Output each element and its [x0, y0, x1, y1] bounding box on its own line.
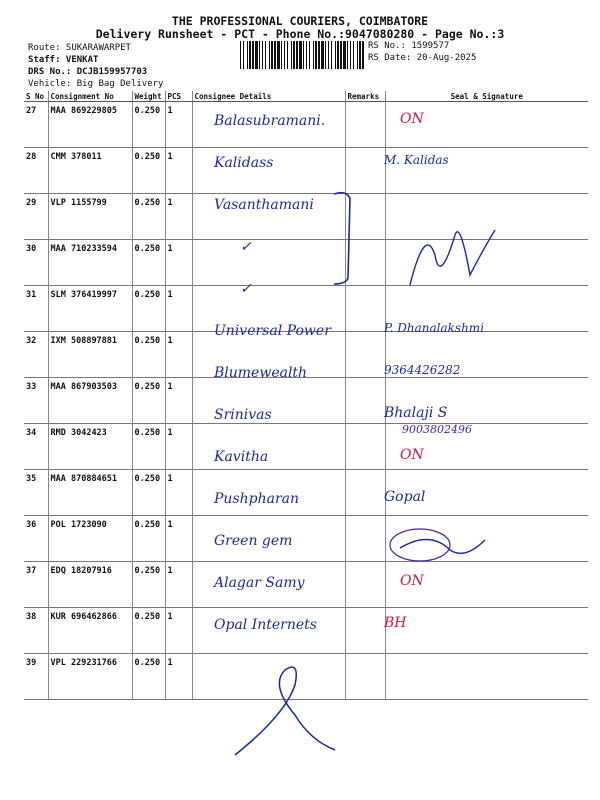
barcode-bar	[262, 41, 263, 69]
handwritten-consignee: Balasubramani.	[214, 113, 326, 129]
barcode-bar	[313, 41, 314, 69]
barcode-bar	[249, 41, 251, 69]
cell-pcs: 1	[165, 332, 192, 378]
table-row	[24, 516, 588, 562]
cell-remarks	[345, 654, 385, 700]
col-weight: Weight	[132, 91, 165, 102]
cell-pcs: 1	[165, 516, 192, 562]
cell-consignee	[192, 240, 345, 286]
cell-sno: 38	[24, 608, 48, 654]
col-remarks: Remarks	[345, 91, 385, 102]
cell-consignment: MAA 710233594	[48, 240, 132, 286]
barcode-bar	[269, 41, 270, 69]
cell-consignment: KUR 696462866	[48, 608, 132, 654]
cell-weight: 0.250	[132, 102, 165, 148]
barcode-bar	[252, 41, 254, 69]
cell-pcs: 1	[165, 102, 192, 148]
cell-weight: 0.250	[132, 654, 165, 700]
barcode-bar	[240, 41, 241, 69]
handwritten-signature: Gopal	[384, 489, 426, 505]
barcode-bar	[271, 41, 273, 69]
cell-signature	[385, 608, 588, 654]
barcode-bar	[315, 41, 317, 69]
barcode-bar	[357, 41, 358, 69]
handwritten-signature: ON	[400, 111, 424, 127]
barcode-bar	[337, 41, 339, 69]
cell-weight: 0.250	[132, 378, 165, 424]
vehicle-label: Vehicle: Big Bag Delivery	[28, 79, 164, 89]
extra-phone-note: 9003802496	[402, 423, 472, 436]
barcode-bar	[362, 41, 364, 69]
cell-remarks	[345, 378, 385, 424]
barcode-bar	[309, 41, 310, 69]
cell-remarks	[345, 516, 385, 562]
cell-consignment: IXM 508897881	[48, 332, 132, 378]
cell-consignment: SLM 376419997	[48, 286, 132, 332]
cell-weight: 0.250	[132, 148, 165, 194]
cell-remarks	[345, 332, 385, 378]
handwritten-consignee: Universal Power	[214, 323, 331, 339]
cell-consignment: MAA 870884651	[48, 470, 132, 516]
cell-sno: 34	[24, 424, 48, 470]
handwritten-consignee: Pushpharan	[214, 491, 300, 507]
barcode-bar	[340, 41, 342, 69]
cell-consignment: RMD 3042423	[48, 424, 132, 470]
barcode-bar	[353, 41, 354, 69]
barcode-bar	[247, 41, 248, 69]
barcode-bar	[259, 41, 260, 69]
runsheet-table	[24, 91, 588, 700]
cell-weight: 0.250	[132, 240, 165, 286]
barcode-bar	[331, 41, 332, 69]
handwritten-signature: 9364426282	[384, 363, 461, 377]
handwritten-consignee: Kalidass	[214, 155, 274, 171]
barcode-bar	[284, 41, 285, 69]
cell-remarks	[345, 470, 385, 516]
staff-label: Staff: VENKAT	[28, 55, 99, 65]
cell-pcs: 1	[165, 654, 192, 700]
handwritten-consignee: ✓	[240, 281, 252, 297]
handwritten-consignee: Alagar Samy	[214, 575, 305, 591]
cell-sno: 39	[24, 654, 48, 700]
barcode-bar	[299, 41, 302, 69]
barcode-bar	[303, 41, 304, 69]
scribble-signature	[400, 215, 510, 295]
table-header-row	[24, 91, 588, 102]
barcode-bar	[350, 41, 351, 69]
table-row	[24, 148, 588, 194]
barcode-bar	[318, 41, 320, 69]
barcode-bar	[274, 41, 276, 69]
col-consignee: Consignee Details	[192, 91, 345, 102]
sheet-subtitle: Delivery Runsheet - PCT - Phone No.:9047080280 - Page No.:3	[95, 27, 505, 41]
barcode-bar	[243, 41, 244, 69]
cell-remarks	[345, 102, 385, 148]
cell-sno: 35	[24, 470, 48, 516]
barcode-bar	[343, 41, 346, 69]
cell-sno: 37	[24, 562, 48, 608]
barcode-bar	[281, 41, 282, 69]
cell-sno: 33	[24, 378, 48, 424]
cell-weight: 0.250	[132, 562, 165, 608]
sheet-title: THE PROFESSIONAL COURIERS, COIMBATORE	[171, 14, 429, 28]
handwritten-consignee: Kavitha	[214, 449, 269, 465]
barcode-bar	[335, 41, 336, 69]
barcode-bar	[321, 41, 324, 69]
cell-consignment: VPL 229231766	[48, 654, 132, 700]
cell-sno: 31	[24, 286, 48, 332]
loop-scribble	[225, 655, 345, 765]
barcode-bar	[277, 41, 280, 69]
handwritten-consignee: Srinivas	[214, 407, 272, 423]
cell-pcs: 1	[165, 240, 192, 286]
handwritten-signature: ON	[400, 447, 424, 463]
rs-date: RS Date: 20-Aug-2025	[368, 53, 477, 63]
cell-consignment: EDQ 18207916	[48, 562, 132, 608]
col-signature: Seal & Signature	[385, 91, 588, 102]
cell-sno: 27	[24, 102, 48, 148]
barcode-bar	[293, 41, 295, 69]
cell-sno: 30	[24, 240, 48, 286]
drs-label: DRS No.: DCJB159957703	[28, 67, 148, 77]
cell-sno: 29	[24, 194, 48, 240]
cell-pcs: 1	[165, 194, 192, 240]
cell-consignment: CMM 378011	[48, 148, 132, 194]
col-consignment: Consignment No	[48, 91, 132, 102]
cell-remarks	[345, 424, 385, 470]
handwritten-signature: P. Dhanalakshmi	[384, 321, 485, 335]
cell-consignment: POL 1723090	[48, 516, 132, 562]
barcode	[240, 41, 364, 69]
rs-number: RS No.: 1599577	[368, 41, 450, 51]
handwritten-consignee: Blumewealth	[214, 365, 308, 381]
cell-signature	[385, 654, 588, 700]
stamp-signature	[380, 520, 500, 570]
barcode-bar	[291, 41, 292, 69]
cell-pcs: 1	[165, 562, 192, 608]
cell-sno: 32	[24, 332, 48, 378]
cell-remarks	[345, 608, 385, 654]
barcode-bar	[328, 41, 329, 69]
cell-remarks	[345, 148, 385, 194]
cell-pcs: 1	[165, 286, 192, 332]
cell-sno: 28	[24, 148, 48, 194]
cell-pcs: 1	[165, 424, 192, 470]
table-row	[24, 470, 588, 516]
cell-weight: 0.250	[132, 286, 165, 332]
barcode-bar	[296, 41, 298, 69]
cell-remarks	[345, 562, 385, 608]
handwritten-consignee: Vasanthamani	[214, 197, 314, 213]
cell-weight: 0.250	[132, 608, 165, 654]
handwritten-signature: M. Kalidas	[384, 153, 449, 167]
cell-weight: 0.250	[132, 194, 165, 240]
cell-pcs: 1	[165, 148, 192, 194]
cell-weight: 0.250	[132, 332, 165, 378]
barcode-bar	[325, 41, 326, 69]
table-row	[24, 378, 588, 424]
cell-consignment: MAA 869229805	[48, 102, 132, 148]
bracket-mark	[330, 188, 360, 288]
handwritten-signature: ON	[400, 573, 424, 589]
cell-pcs: 1	[165, 608, 192, 654]
handwritten-signature: Bhalaji S	[384, 405, 448, 421]
cell-weight: 0.250	[132, 470, 165, 516]
table-row	[24, 424, 588, 470]
table-row	[24, 562, 588, 608]
cell-pcs: 1	[165, 470, 192, 516]
handwritten-consignee: Opal Internets	[214, 617, 317, 633]
route-label: Route: SUKARAWARPET	[28, 43, 131, 53]
cell-sno: 36	[24, 516, 48, 562]
cell-consignment: MAA 867903503	[48, 378, 132, 424]
barcode-bar	[306, 41, 307, 69]
barcode-bar	[347, 41, 348, 69]
col-pcs: PCS	[165, 91, 192, 102]
cell-weight: 0.250	[132, 424, 165, 470]
cell-remarks	[345, 286, 385, 332]
handwritten-consignee: Green gem	[214, 533, 293, 549]
barcode-bar	[287, 41, 288, 69]
cell-pcs: 1	[165, 378, 192, 424]
handwritten-consignee: ✓	[240, 239, 252, 255]
cell-consignment: VLP 1155799	[48, 194, 132, 240]
cell-weight: 0.250	[132, 516, 165, 562]
barcode-bar	[359, 41, 361, 69]
barcode-bar	[255, 41, 258, 69]
col-sno: S No	[24, 91, 48, 102]
handwritten-signature: BH	[384, 615, 407, 631]
barcode-bar	[265, 41, 266, 69]
